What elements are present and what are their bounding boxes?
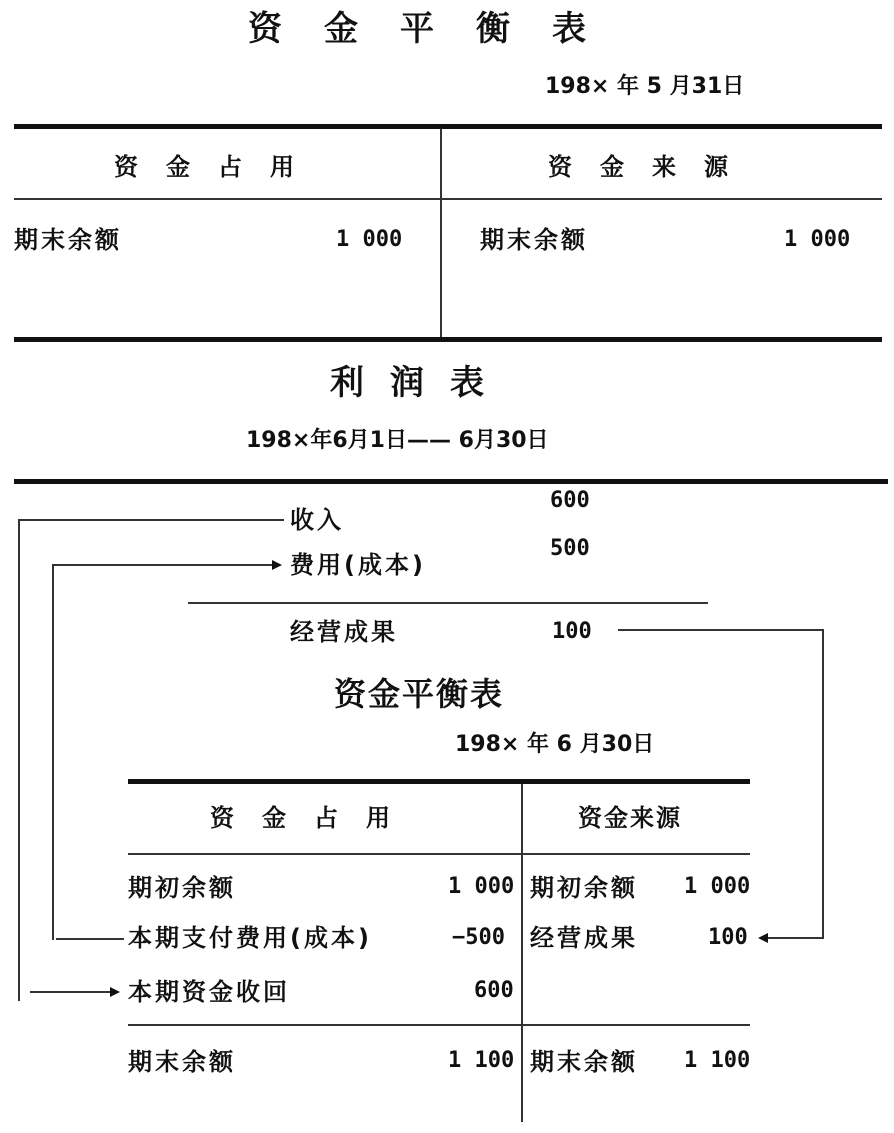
result-connector-line <box>618 629 824 631</box>
balance1-header-right: 资金来源 <box>548 153 756 181</box>
expense-label: 费用(成本) <box>290 551 426 579</box>
b2-left-row-recovery-value: 600 <box>474 978 514 1003</box>
b2-right-row-closing-label: 期末余额 <box>530 1048 638 1076</box>
income-return-line <box>30 991 110 993</box>
balance1-right-label: 期末余额 <box>480 226 588 254</box>
profit-date: 198×年6月1日—— 6月30日 <box>246 428 549 453</box>
result-return-line <box>768 937 824 939</box>
b2-left-row-recovery-label: 本期资金收回 <box>128 978 290 1006</box>
income-value: 600 <box>550 488 590 513</box>
balance2-header-rule <box>128 853 750 855</box>
b2-left-row-closing-label: 期末余额 <box>128 1048 236 1076</box>
result-label: 经营成果 <box>290 618 398 646</box>
balance1-divider <box>440 129 442 337</box>
balance2-header-right: 资金来源 <box>578 804 682 832</box>
balance1-date: 198× 年 5 月31日 <box>545 74 745 99</box>
balance1-top-rule <box>14 124 882 129</box>
profit-sum-rule <box>188 602 708 604</box>
balance1-header-rule <box>14 198 882 200</box>
result-value: 100 <box>552 619 592 644</box>
b2-left-row-expense-label: 本期支付费用(成本) <box>128 924 372 952</box>
b2-left-row-opening-value: 1 000 <box>448 874 515 899</box>
balance1-right-value: 1 000 <box>784 227 851 252</box>
profit-title: 利润表 <box>330 363 510 403</box>
expense-vertical-connector <box>52 564 54 940</box>
b2-right-row-result-label: 经营成果 <box>530 924 638 952</box>
balance1-header-left: 资金占用 <box>114 153 322 181</box>
b2-right-row-opening-label: 期初余额 <box>530 874 638 902</box>
balance2-title: 资金平衡表 <box>334 675 505 713</box>
expense-value: 500 <box>550 536 590 561</box>
balance1-title: 资金平衡表 <box>248 9 628 49</box>
income-label: 收入 <box>290 506 344 534</box>
income-arrowhead-icon <box>110 987 120 997</box>
result-vertical-connector <box>822 629 824 939</box>
expense-connector-line <box>52 564 272 566</box>
b2-right-row-opening-value: 1 000 <box>684 874 751 899</box>
balance1-left-label: 期末余额 <box>14 226 122 254</box>
expense-arrowhead-icon <box>272 560 282 570</box>
balance2-divider <box>521 784 523 1122</box>
b2-left-row-closing-value: 1 100 <box>448 1048 515 1073</box>
balance2-header-left: 资金占用 <box>210 804 418 832</box>
b2-right-row-result-value: 100 <box>708 925 748 950</box>
income-vertical-connector <box>18 519 20 1001</box>
b2-left-row-expense-value: −500 <box>452 925 505 950</box>
b2-right-row-closing-value: 1 100 <box>684 1048 751 1073</box>
profit-top-rule <box>14 479 888 484</box>
b2-left-row-opening-label: 期初余额 <box>128 874 236 902</box>
expense-paid-connector-line <box>56 938 124 940</box>
balance1-bottom-rule <box>14 337 882 342</box>
balance2-sum-rule <box>128 1024 750 1026</box>
balance2-date: 198× 年 6 月30日 <box>455 732 655 757</box>
balance2-top-rule <box>128 779 750 784</box>
result-arrowhead-icon <box>758 933 768 943</box>
income-connector-line <box>18 519 284 521</box>
balance1-left-value: 1 000 <box>336 227 403 252</box>
